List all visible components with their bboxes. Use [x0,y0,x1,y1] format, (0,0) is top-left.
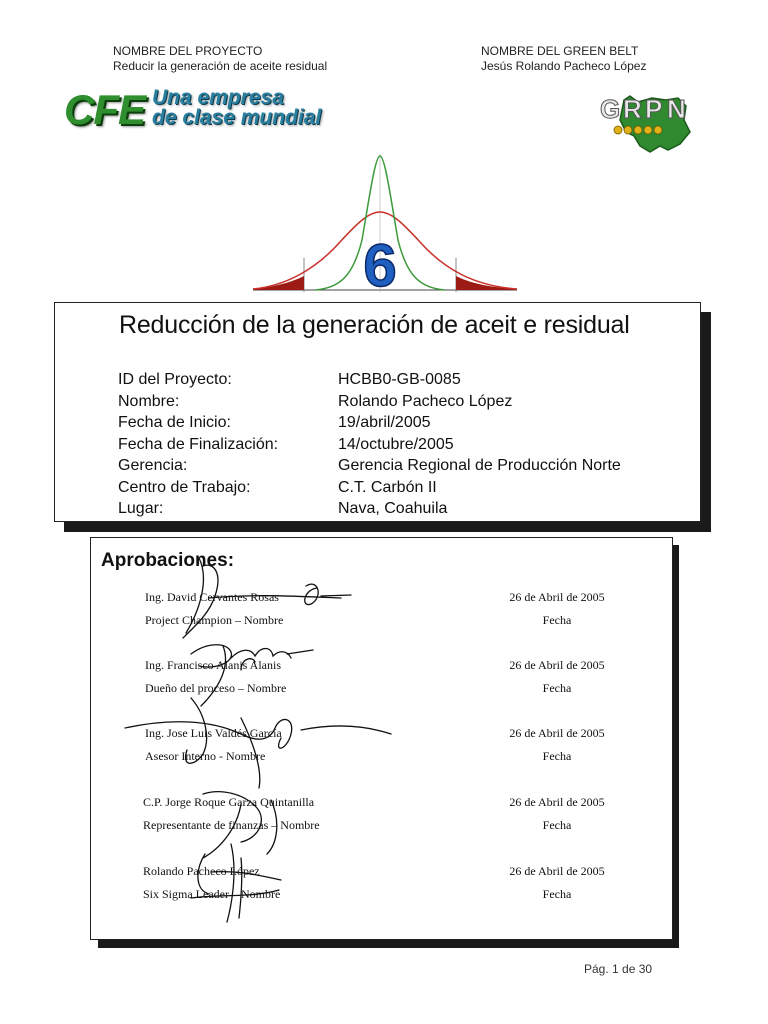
greenbelt-name-label: NOMBRE DEL GREEN BELT [481,44,639,58]
approval-date: 26 de Abril de 2005 [509,590,605,604]
cfe-tagline-line-1: Una empresa [152,86,284,109]
detail-label: Fecha de Finalización: [118,435,279,453]
signer-4 [143,791,320,837]
approval-date-label: Fecha [542,613,572,627]
signer-name: Ing. Francisco Alanis Alanis [145,658,281,672]
grpn-letter-p: P [645,94,663,124]
approval-date-label: Fecha [542,887,572,901]
detail-label: Fecha de Inicio: [118,414,231,431]
cfe-logo [64,84,324,134]
detail-value: 19/abril/2005 [338,414,431,431]
signer-role: Six Sigma Leader – Nombre [143,887,281,901]
page-number: Pág. 1 de 30 [584,962,653,976]
detail-value: C.T. Carbón II [338,478,437,496]
signer-role: Asesor Interno - Nombre [145,749,266,763]
signer-4-date [497,791,617,837]
detail-label: ID del Proyecto: [118,371,232,388]
project-header [113,44,327,74]
approval-date-label: Fecha [542,818,572,832]
detail-row-start [118,412,621,434]
detail-label: Centro de Trabajo: [118,478,251,496]
grpn-letter-r: R [623,94,642,124]
detail-value: HCBB0-GB-0085 [338,371,461,388]
signer-3 [145,722,282,768]
signer-role: Project Champion – Nombre [145,613,284,627]
signer-2-date [497,654,617,700]
signer-1-date [497,586,617,632]
signer-name: C.P. Jorge Roque Garza Quintanilla [143,795,315,809]
cfe-tagline [152,88,321,128]
detail-label: Nombre: [118,392,180,410]
grpn-dot-4 [644,126,652,134]
signer-2 [145,654,286,700]
greenbelt-name-value: Jesús Rolando Pacheco López [481,59,647,73]
six-sigma-symbol: 6 [363,232,397,294]
project-name-value: Reducir la generación de aceite residual [113,59,328,73]
grpn-dot-5 [654,126,662,134]
detail-row-id [118,369,621,391]
detail-row-end [118,434,621,456]
approvals-box [90,537,673,940]
approval-date: 26 de Abril de 2005 [509,864,605,878]
detail-row-name [118,391,621,413]
project-details [118,369,621,520]
signer-name: Ing. David Cervantes Rosas [145,590,279,604]
approval-date: 26 de Abril de 2005 [509,795,605,809]
signer-5 [143,860,280,906]
signer-1 [145,586,283,632]
detail-label: Gerencia: [118,457,188,474]
detail-value: Nava, Coahuila [338,500,448,517]
detail-row-workplace [118,477,621,499]
signer-role: Representante de finanzas – Nombre [143,818,320,832]
six-sigma-bell-curve [245,150,525,294]
grpn-dot-1 [614,126,622,134]
approval-date: 26 de Abril de 2005 [509,726,605,740]
grpn-dot-2 [624,126,632,134]
signer-3-date [497,722,617,768]
detail-label: Lugar: [118,500,164,517]
detail-row-management [118,455,621,477]
signer-name: Rolando Pacheco López [143,864,260,878]
signer-name: Ing. Jose Luis Valdés García [145,726,282,740]
project-info-box [54,302,701,522]
grpn-dot-3 [634,126,642,134]
approval-date: 26 de Abril de 2005 [509,658,605,672]
cfe-mark: CFE [64,86,145,133]
detail-value: 14/octubre/2005 [338,435,454,453]
cfe-tagline-line-2: de clase mundial [152,106,322,129]
grpn-letter-n: N [667,94,686,124]
greenbelt-header [481,44,646,74]
grpn-logo [594,86,700,154]
approval-date-label: Fecha [542,749,572,763]
signer-role: Dueño del proceso – Nombre [145,681,287,695]
approvals-title: Aprobaciones: [101,550,235,571]
project-title: Reducción de la generación de aceit e residual [119,311,630,339]
detail-row-location [118,498,621,520]
approval-date-label: Fecha [542,681,572,695]
signer-5-date [497,860,617,906]
detail-value: Rolando Pacheco López [338,392,513,410]
grpn-letter-g: G [600,94,621,124]
detail-value: Gerencia Regional de Producción Norte [338,457,621,474]
project-name-label: NOMBRE DEL PROYECTO [113,44,263,58]
